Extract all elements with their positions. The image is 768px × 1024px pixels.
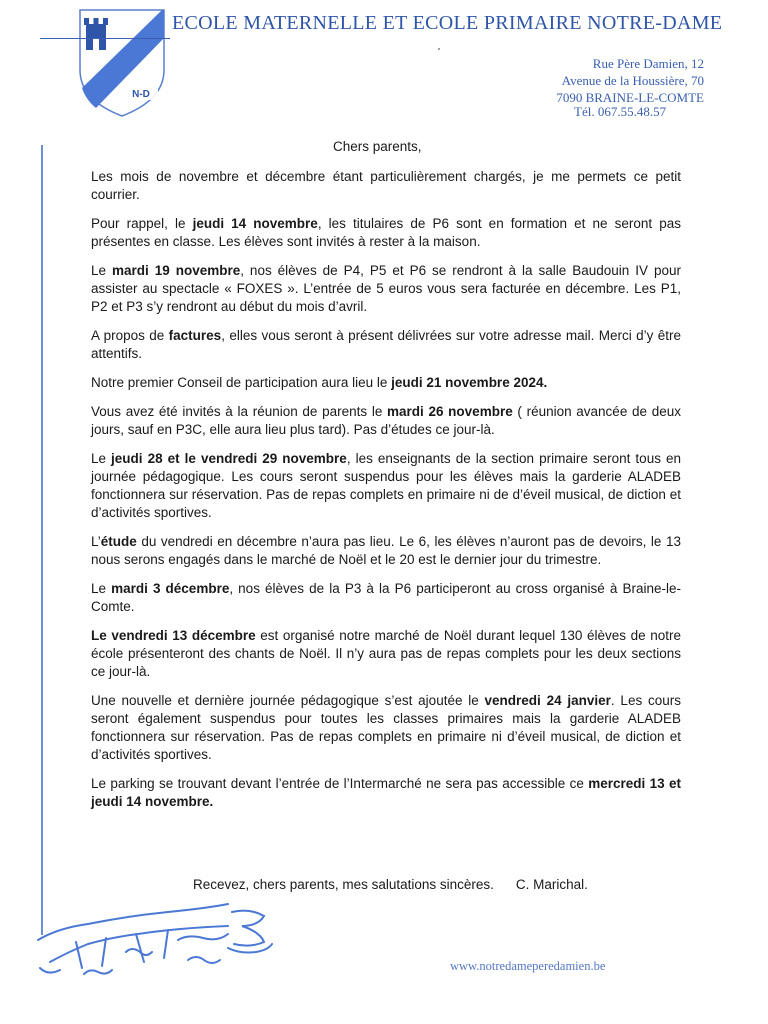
paragraph-text: Une nouvelle et dernière journée pédagogique s’est ajoutée le	[91, 693, 485, 708]
bold-highlight: vendredi 24 janvier	[484, 693, 611, 708]
letter-paragraph	[91, 533, 681, 569]
paragraph-text: Les mois de novembre et décembre étant particulièrement chargés, je me permets ce petit courrier.	[91, 169, 681, 202]
paragraph-text: est organisé notre marché de Noël durant lequel 130 élèves de notre école présenteront des chants de Noël. Il n’y aura pas de repas complets pour les deux sections ce jour-là.	[91, 628, 681, 679]
letter-body	[91, 168, 681, 822]
letter-paragraph	[91, 692, 681, 764]
bold-highlight: mardi 26 novembre	[387, 404, 513, 419]
paragraph-text: , nos élèves de P4, P5 et P6 se rendront à la salle Baudouin IV pour assister au spectacle « FOXES ». L’entrée de 5 euros vous sera facturée en décembre. Les P1, P2 et P3 s’y rendront au début du mois d’avril.	[91, 263, 681, 314]
bold-highlight: factures	[168, 328, 222, 343]
address-line: 7090 BRAINE-LE-COMTE	[556, 90, 704, 105]
paragraph-text: , elles vous seront à présent délivrées sur votre adresse mail. Merci d’y être attentifs.	[91, 328, 681, 361]
letter-paragraph	[91, 450, 681, 522]
paragraph-text: ( réunion avancée de deux jours, sauf en P3C, elle aura lieu plus tard). Pas d’études ce jour-là.	[91, 404, 681, 437]
paragraph-text: A propos de	[91, 328, 169, 343]
paragraph-text: Notre premier Conseil de participation aura lieu le	[91, 375, 392, 390]
letter-paragraph	[91, 403, 681, 439]
speck	[438, 48, 440, 50]
bold-highlight: étude	[100, 534, 137, 549]
school-address	[556, 55, 704, 106]
bold-highlight: mardi 3 décembre	[111, 581, 230, 596]
bold-highlight: jeudi 28 et le vendredi 29 novembre	[111, 451, 347, 466]
paragraph-text: Le	[91, 451, 112, 466]
letter-paragraph	[91, 262, 681, 316]
bold-highlight: jeudi 21 novembre 2024.	[391, 375, 548, 390]
logo-text: N-D	[132, 89, 150, 100]
letter-paragraph	[91, 580, 681, 616]
left-margin-line	[41, 145, 43, 935]
paragraph-text: du vendredi en décembre n’aura pas lieu. Le 6, les élèves n’auront pas de devoirs, le 13 nous serons engagés dans le marché de Noël et le 20 est le dernier jour du trimestre.	[91, 534, 681, 567]
bold-highlight: jeudi 14 novembre	[192, 216, 318, 231]
bold-highlight: mercredi 13 et jeudi 14 novembre.	[91, 776, 681, 809]
website-link[interactable]: www.notredameperedamien.be	[450, 959, 606, 973]
school-title: ECOLE MATERNELLE ET ECOLE PRIMAIRE NOTRE-DAME	[172, 12, 723, 34]
paragraph-text: Pour rappel, le	[91, 216, 193, 231]
paragraph-text: Le	[91, 263, 112, 278]
header-rule	[40, 38, 170, 39]
paragraph-text: , les enseignants de la section primaire seront tous en journée pédagogique. Les cours seront suspendus pour les élèves mais la garderie ALADEB fonctionnera sur réservation. Pas de repas complets en primaire ni de d’éveil musical, de diction et d’activités sportives.	[91, 451, 681, 520]
paragraph-text: Le	[91, 581, 112, 596]
letter-paragraph	[91, 168, 681, 204]
address-line: Avenue de la Houssière, 70	[561, 73, 704, 88]
paragraph-text: L’	[91, 534, 101, 549]
letter-paragraph	[91, 215, 681, 251]
letter-paragraph	[91, 374, 681, 392]
paragraph-text: . Les cours seront également suspendus pour toutes les classes primaires mais la garderie ALADEB fonctionnera sur réservation. Pas de repas complets en primaire ni d’éveil musical, de diction et d’activités sportives.	[91, 693, 681, 762]
decorative-scribble	[28, 882, 278, 977]
signature-name: C. Marichal.	[515, 877, 588, 892]
letter-greeting: Chers parents,	[333, 139, 422, 154]
closing-text: Recevez, chers parents, mes salutations sincères.	[193, 877, 494, 892]
letter-paragraph	[91, 327, 681, 363]
school-crest-logo	[74, 8, 170, 120]
school-phone: Tél. 067.55.48.57	[574, 104, 667, 119]
bold-highlight: mardi 19 novembre	[111, 263, 241, 278]
letter-paragraph	[91, 627, 681, 681]
letter-paragraph	[91, 775, 681, 811]
address-line: Rue Père Damien, 12	[592, 56, 704, 71]
bold-highlight: Le vendredi 13 décembre	[91, 628, 256, 643]
paragraph-text: Vous avez été invités à la réunion de parents le	[91, 404, 388, 419]
paragraph-text: , nos élèves de la P3 à la P6 participeront au cross organisé à Braine-le-Comte.	[91, 581, 681, 614]
paragraph-text: Le parking se trouvant devant l’entrée de l’Intermarché ne sera pas accessible ce	[91, 776, 589, 791]
paragraph-text: , les titulaires de P6 sont en formation et ne seront pas présentes en classe. Les élèves sont invités à rester à la maison.	[91, 216, 681, 249]
